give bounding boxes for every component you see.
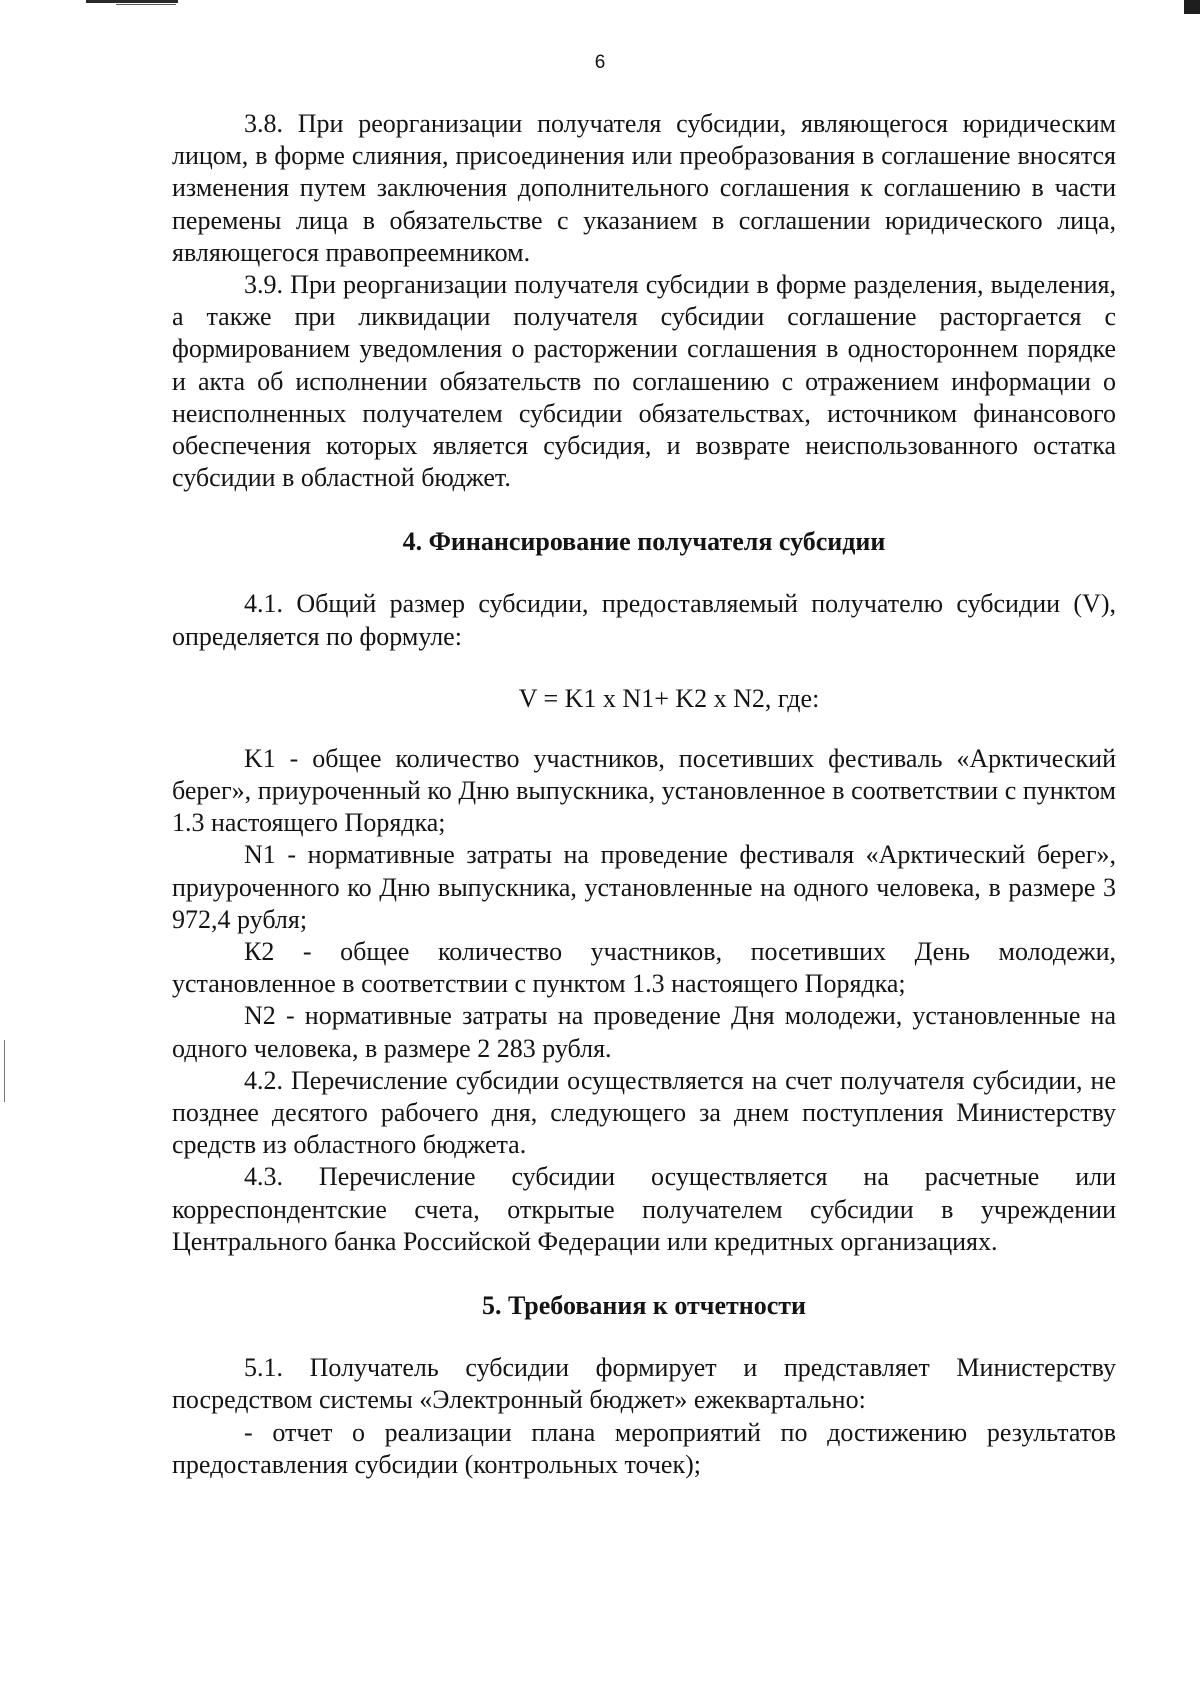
scan-artifact-margin-line — [4, 1040, 5, 1102]
paragraph-5-1: 5.1. Получатель субсидии формирует и представляет Министерству посредством системы «Электронный бюджет» ежеквартально: — [172, 1353, 1116, 1415]
report-item-1: - отчет о реализации плана мероприятий по достижению результатов предоставления субсидии (контрольных точек); — [172, 1417, 1116, 1479]
section-5-heading: 5. Требования к отчетности — [481, 1291, 807, 1321]
definition-k2: К2 - общее количество участников, посетивших День молодежи, установленное в соответствии с пунктом 1.3 настоящего Порядка; — [172, 937, 1116, 999]
subsidy-formula: V = K1 x N1+ K2 x N2, где: — [518, 683, 820, 713]
definition-k1: K1 - общее количество участников, посетивших фестиваль «Арктический берег», приуроченный ко Дню выпускника, установленное в соответствии с пунктом 1.3 настоящего Порядка; — [172, 743, 1116, 838]
section-4-heading: 4. Финансирование получателя субсидии — [402, 527, 886, 557]
scan-artifact-corner — [1184, 0, 1200, 14]
scan-artifact-line — [116, 4, 176, 5]
definition-n2: N2 - нормативные затраты на проведение Дня молодежи, установленные на одного человека, в размере 2 283 рубля. — [172, 1001, 1116, 1063]
paragraph-3-8: 3.8. При реорганизации получателя субсидии, являющегося юридическим лицом, в форме слияния, присоединения или преобразования в соглашение вносятся изменения путем заключения дополнительного соглашения к соглашению в части перемены лица в обязательстве с указанием в соглашении юридического лица, являющегося правопреемником. — [172, 109, 1116, 267]
scan-artifact-line — [86, 0, 178, 3]
definition-n1: N1 - нормативные затраты на проведение фестиваля «Арктический берег», приуроченного ко Дню выпускника, установленные на одного человека, в размере 3 972,4 рубля; — [172, 840, 1116, 934]
paragraph-3-9: 3.9. При реорганизации получателя субсидии в форме разделения, выделения, а также при ликвидации получателя субсидии соглашение расторгается с формированием уведомления о расторжении соглашения в одностороннем порядке и акта об исполнении обязательств по соглашению с отражением информации о неисполненных получателем субсидии обязательствах, источником финансового обеспечения которых является субсидия, и возврате неиспользованного остатка субсидии в областной бюджет. — [172, 270, 1116, 493]
paragraph-4-2: 4.2. Перечисление субсидии осуществляется на счет получателя субсидии, не позднее десятого рабочего дня, следующего за днем поступления Министерству средств из областного бюджета. — [172, 1065, 1116, 1160]
paragraph-4-3: 4.3. Перечисление субсидии осуществляется на расчетные или корреспондентские счета, открытые получателем субсидии в учреждении Центрального банка Российской Федерации или кредитных организациях. — [172, 1162, 1116, 1256]
document-body — [172, 108, 1116, 1481]
paragraph-4-1: 4.1. Общий размер субсидии, предоставляемый получателю субсидии (V), определяется по формуле: — [172, 589, 1116, 651]
page-number: 6 — [594, 52, 606, 73]
